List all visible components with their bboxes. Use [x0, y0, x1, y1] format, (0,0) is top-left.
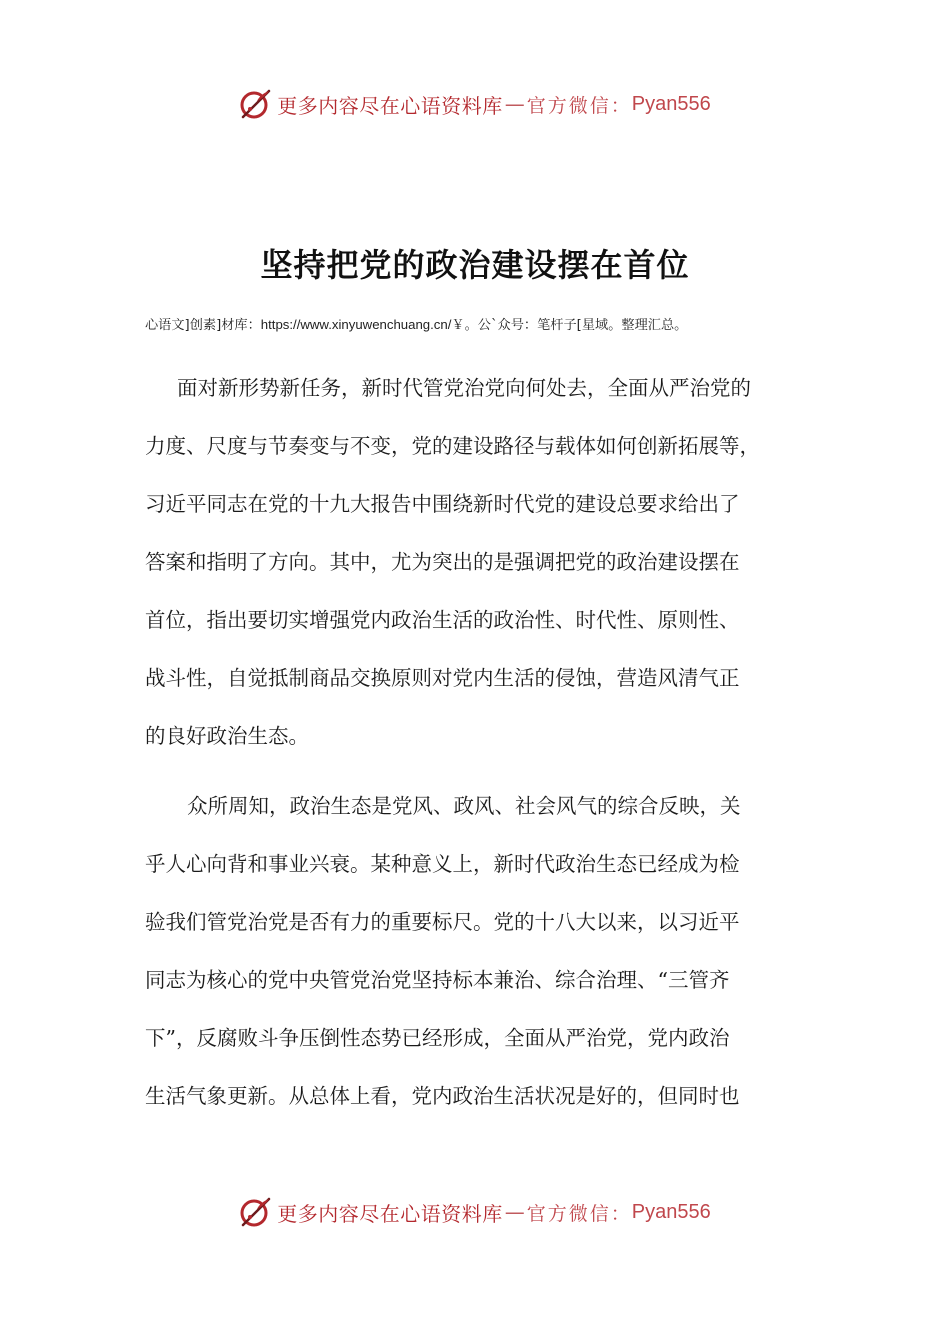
- body-paragraph-2: [145, 777, 810, 1125]
- banner-wechat-label: 官方微信：: [526, 1202, 632, 1225]
- quill-logo-icon: [239, 87, 273, 121]
- paragraph-line: 乎人心向背和事业兴衰。某种意义上，新时代政治生态已经成为检: [145, 852, 740, 876]
- source-prefix: 心语文]创素]材库：: [145, 318, 261, 333]
- paragraph-line: 下”，反腐败斗争压倒性态势已经形成，全面从严治党，党内政治: [145, 1026, 730, 1050]
- paragraph-line: 同志为核心的党中央管党治党坚持标本兼治、综合治理、“三管齐: [145, 968, 730, 992]
- banner-wechat-id: Pyan556: [631, 92, 711, 115]
- banner-slogan: 更多内容尽在心语资料库: [277, 93, 503, 118]
- banner-separator: —: [504, 92, 525, 116]
- banner-wechat-id: Pyan556: [631, 1200, 711, 1223]
- banner-separator: —: [504, 1200, 525, 1224]
- banner-slogan: 更多内容尽在心语资料库: [277, 1201, 503, 1226]
- header-banner: [0, 84, 950, 124]
- paragraph-line: 力度、尺度与节奏变与不变，党的建设路径与载体如何创新拓展等，: [145, 434, 760, 458]
- paragraph-line: 面对新形势新任务，新时代管党治党向何处去，全面从严治党的: [177, 376, 751, 400]
- paragraph-line: 习近平同志在党的十九大报告中围绕新时代党的建设总要求给出了: [145, 492, 740, 516]
- body-paragraph-1: [145, 359, 810, 765]
- paragraph-line: 首位，指出要切实增强党内政治生活的政治性、时代性、原则性、: [145, 608, 740, 632]
- paragraph-line: 的良好政治生态。: [145, 724, 309, 748]
- quill-logo-icon: [239, 1195, 273, 1229]
- source-url: https://www.xinyuwenchuang.cn/: [260, 317, 452, 332]
- paragraph-line: 生活气象更新。从总体上看，党内政治生活状况是好的，但同时也: [145, 1084, 740, 1108]
- paragraph-line: 答案和指明了方向。其中，尤为突出的是强调把党的政治建设摆在: [145, 550, 740, 574]
- paragraph-line: 众所周知，政治生态是党风、政风、社会风气的综合反映，关: [187, 794, 741, 818]
- paragraph-line: 战斗性，自觉抵制商品交换原则对党内生活的侵蚀，营造风清气正: [145, 666, 740, 690]
- banner-wechat-label: 官方微信：: [526, 94, 632, 117]
- footer-banner: [0, 1192, 950, 1232]
- paragraph-line: 验我们管党治党是否有力的重要标尺。党的十八大以来，以习近平: [145, 910, 740, 934]
- source-suffix: ￥。公`众号：笔杆子[星域。整理汇总。: [451, 318, 688, 333]
- source-line: [145, 314, 825, 333]
- page-title: 坚持把党的政治建设摆在首位: [260, 246, 690, 284]
